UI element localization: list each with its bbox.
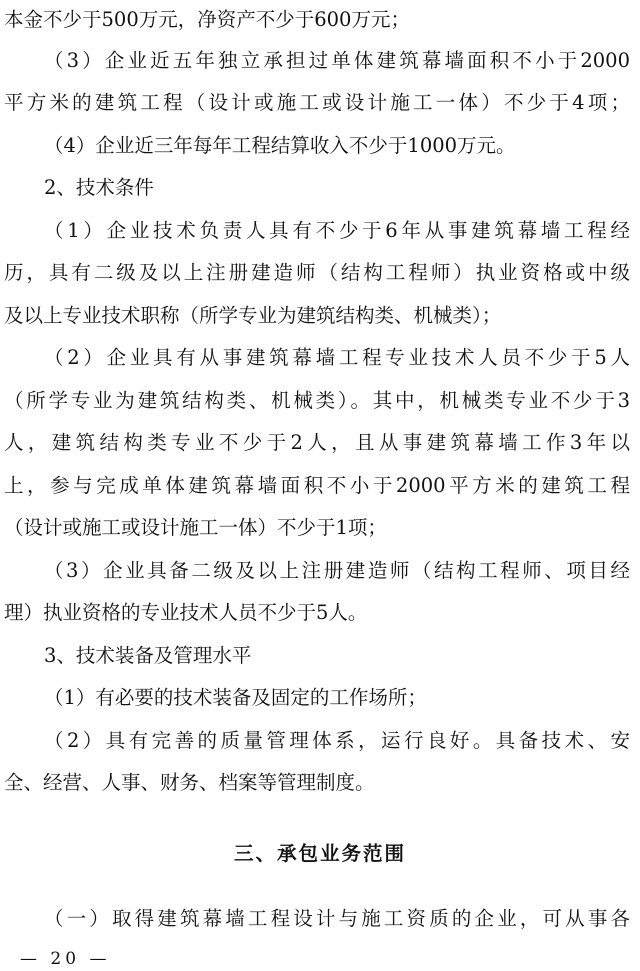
text-line: （1）有必要的技术装备及固定的工作场所； (44, 686, 427, 709)
text-line: （2）企业具有从事建筑幕墙工程专业技术人员不少于5人 (44, 346, 630, 369)
text-line: 上，参与完成单体建筑幕墙面积不小于2000平方米的建筑工程 (4, 474, 630, 497)
text-line: （2）具有完善的质量管理体系，运行良好。具备技术、安 (44, 729, 630, 752)
page-number: — 20 — (20, 949, 111, 969)
text-line: 平方米的建筑工程（设计或施工或设计施工一体）不少于4项； (4, 91, 630, 114)
text-line: 全、经营、人事、财务、档案等管理制度。 (4, 771, 375, 794)
text-line: 人，建筑结构类专业不少于2人，且从事建筑幕墙工作3年以 (4, 431, 630, 454)
text-line: （设计或施工或设计施工一体）不少于1项； (4, 516, 387, 539)
text-line: 及以上专业技术职称（所学专业为建筑结构类、机械类）； (4, 304, 502, 327)
text-line: （3）企业近五年独立承担过单体建筑幕墙面积不小于2000 (44, 49, 630, 72)
chapter-heading: 三、承包业务范围 (233, 842, 406, 865)
text-line: （3）企业具备二级及以上注册建造师（结构工程师、项目经 (44, 559, 630, 582)
section-heading: 3、技术装备及管理水平 (44, 644, 252, 667)
text-line: 本金不少于500万元，净资产不少于600万元； (4, 8, 410, 31)
text-line: （一）取得建筑幕墙工程设计与施工资质的企业，可从事各 (44, 907, 630, 930)
text-line: （4）企业近三年每年工程结算收入不少于1000万元。 (44, 134, 516, 157)
text-line: （1）企业技术负责人具有不少于6年从事建筑幕墙工程经 (44, 219, 630, 242)
text-line: （所学专业为建筑结构类、机械类）。其中，机械类专业不少于3 (4, 389, 630, 412)
text-line: 历，具有二级及以上注册建造师（结构工程师）执业资格或中级 (4, 261, 630, 284)
section-heading: 2、技术条件 (44, 176, 154, 199)
text-line: 理）执业资格的专业技术人员不少于5人。 (4, 601, 368, 624)
